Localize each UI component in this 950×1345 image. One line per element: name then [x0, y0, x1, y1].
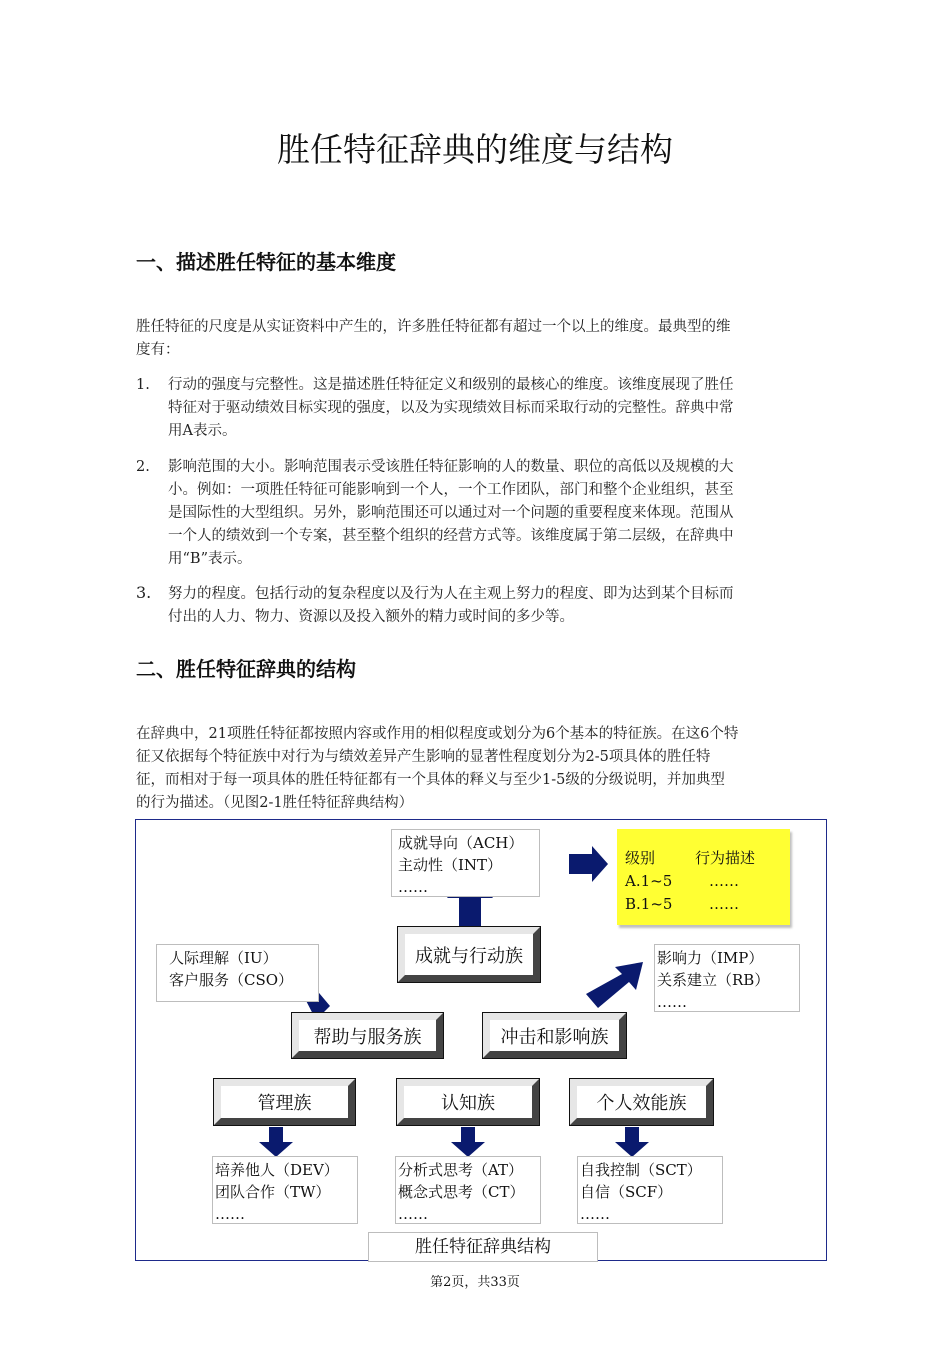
competency-item: 主动性（INT）	[398, 856, 503, 874]
list-item	[168, 583, 826, 629]
note-description-header: 行为描述	[695, 849, 756, 867]
list-line: 付出的人力、物力、资源以及投入额外的精力或时间的多少等。	[168, 609, 574, 625]
competency-item: 概念式思考（CT）	[398, 1183, 525, 1201]
page-footer: 第2页，共33页	[430, 1275, 520, 1290]
page-title: 胜任特征辞典的维度与结构	[277, 130, 673, 169]
competency-item: 成就导向（ACH）	[398, 834, 524, 852]
arrow-down-icon	[451, 1127, 485, 1157]
competency-item: ……	[398, 878, 428, 896]
competency-item: 分析式思考（AT）	[398, 1161, 524, 1179]
list-line: 用“B”表示。	[168, 551, 252, 567]
competency-item: 自我控制（SCT）	[580, 1161, 702, 1179]
competency-item: ……	[657, 993, 687, 1011]
note-header	[625, 847, 782, 870]
competency-item: 人际理解（IU）	[169, 949, 278, 967]
competency-item: ……	[215, 1205, 245, 1223]
competency-item: 团队合作（TW）	[215, 1183, 331, 1201]
competency-item: ……	[580, 1205, 610, 1223]
paragraph-line: 的行为描述。（见图2-1胜任特征辞典结构）	[136, 795, 414, 811]
competency-item: 关系建立（RB）	[657, 971, 770, 989]
arrow-down-icon	[259, 1127, 293, 1157]
diagram-caption: 胜任特征辞典结构	[368, 1232, 598, 1262]
paragraph-line: 在辞典中，21项胜任特征都按照内容或作用的相似程度或划分为6个基本的特征族。在这6个特	[136, 726, 739, 742]
list-item	[168, 374, 826, 443]
intro-line: 度有：	[136, 342, 180, 358]
list-item	[168, 456, 826, 571]
cognitive-family: 认知族	[396, 1078, 540, 1126]
list-number: 1.	[136, 377, 150, 393]
management-list-box	[212, 1156, 358, 1224]
list-number: 3.	[136, 583, 152, 602]
note-level: B.1~5	[625, 895, 673, 913]
achievement-list-box	[391, 829, 540, 897]
competency-item: 影响力（IMP）	[657, 949, 764, 967]
section1-heading: 一、描述胜任特征的基本维度	[136, 250, 396, 274]
arrow-up-right-icon	[586, 962, 643, 1008]
competency-structure-diagram	[135, 819, 827, 1261]
impact-list-box	[654, 944, 800, 1012]
note-level-header: 级别	[625, 849, 656, 867]
list-line: 一个人的绩效到一个专案，甚至整个组织的经营方式等。该维度属于第二层级，在辞典中	[168, 528, 734, 544]
achievement-action-family: 成就与行动族	[397, 926, 541, 983]
competency-item: 自信（SCF）	[580, 1183, 673, 1201]
note-row	[625, 870, 782, 893]
list-line: 是国际性的大型组织。另外，影响范围还可以通过对一个问题的重要程度来体现。范围从	[168, 505, 734, 521]
helping-service-family: 帮助与服务族	[291, 1012, 444, 1059]
note-row	[625, 893, 782, 916]
competency-item: ……	[398, 1205, 428, 1223]
note-description: ……	[709, 872, 739, 890]
section2-paragraph	[136, 723, 826, 815]
personal-list-box	[577, 1156, 723, 1224]
paragraph-line: 征又依据每个特征族中对行为与绩效差异产生影响的显著性程度划分为2-5项具体的胜任特	[136, 749, 711, 765]
list-line: 行动的强度与完整性。这是描述胜任特征定义和级别的最核心的维度。该维度展现了胜任	[168, 377, 734, 393]
note-level: A.1~5	[625, 872, 673, 890]
paragraph-line: 征，而相对于每一项具体的胜任特征都有一个具体的释义与至少1-5级的分级说明，并加典型	[136, 772, 725, 788]
section1-intro	[136, 316, 826, 362]
list-number: 2.	[136, 459, 150, 475]
personal-effectiveness-family: 个人效能族	[569, 1078, 714, 1126]
list-line: 小。例如：一项胜任特征可能影响到一个人，一个工作团队，部门和整个企业组织，甚至	[168, 482, 734, 498]
management-family: 管理族	[213, 1078, 356, 1126]
level-description-note	[617, 829, 790, 925]
competency-item: 培养他人（DEV）	[215, 1161, 339, 1179]
section2-heading: 二、胜任特征辞典的结构	[136, 657, 356, 681]
list-line: 用A表示。	[168, 423, 237, 439]
impact-influence-family: 冲击和影响族	[482, 1012, 627, 1059]
intro-line: 胜任特征的尺度是从实证资料中产生的，许多胜任特征都有超过一个以上的维度。最典型的维	[136, 319, 731, 335]
competency-item: 客户服务（CSO）	[169, 971, 294, 989]
arrow-right-icon	[569, 846, 608, 882]
list-line: 特征对于驱动绩效目标实现的强度，以及为实现绩效目标而采取行动的完整性。辞典中常	[168, 400, 734, 416]
arrow-down-icon	[615, 1127, 649, 1157]
helping-list-box	[156, 944, 319, 1002]
list-line: 影响范围的大小。影响范围表示受该胜任特征影响的人的数量、职位的高低以及规模的大	[168, 459, 734, 475]
list-line: 努力的程度。包括行动的复杂程度以及行为人在主观上努力的程度、即为达到某个目标而	[168, 586, 734, 602]
note-description: ……	[709, 895, 739, 913]
cognitive-list-box	[395, 1156, 541, 1224]
